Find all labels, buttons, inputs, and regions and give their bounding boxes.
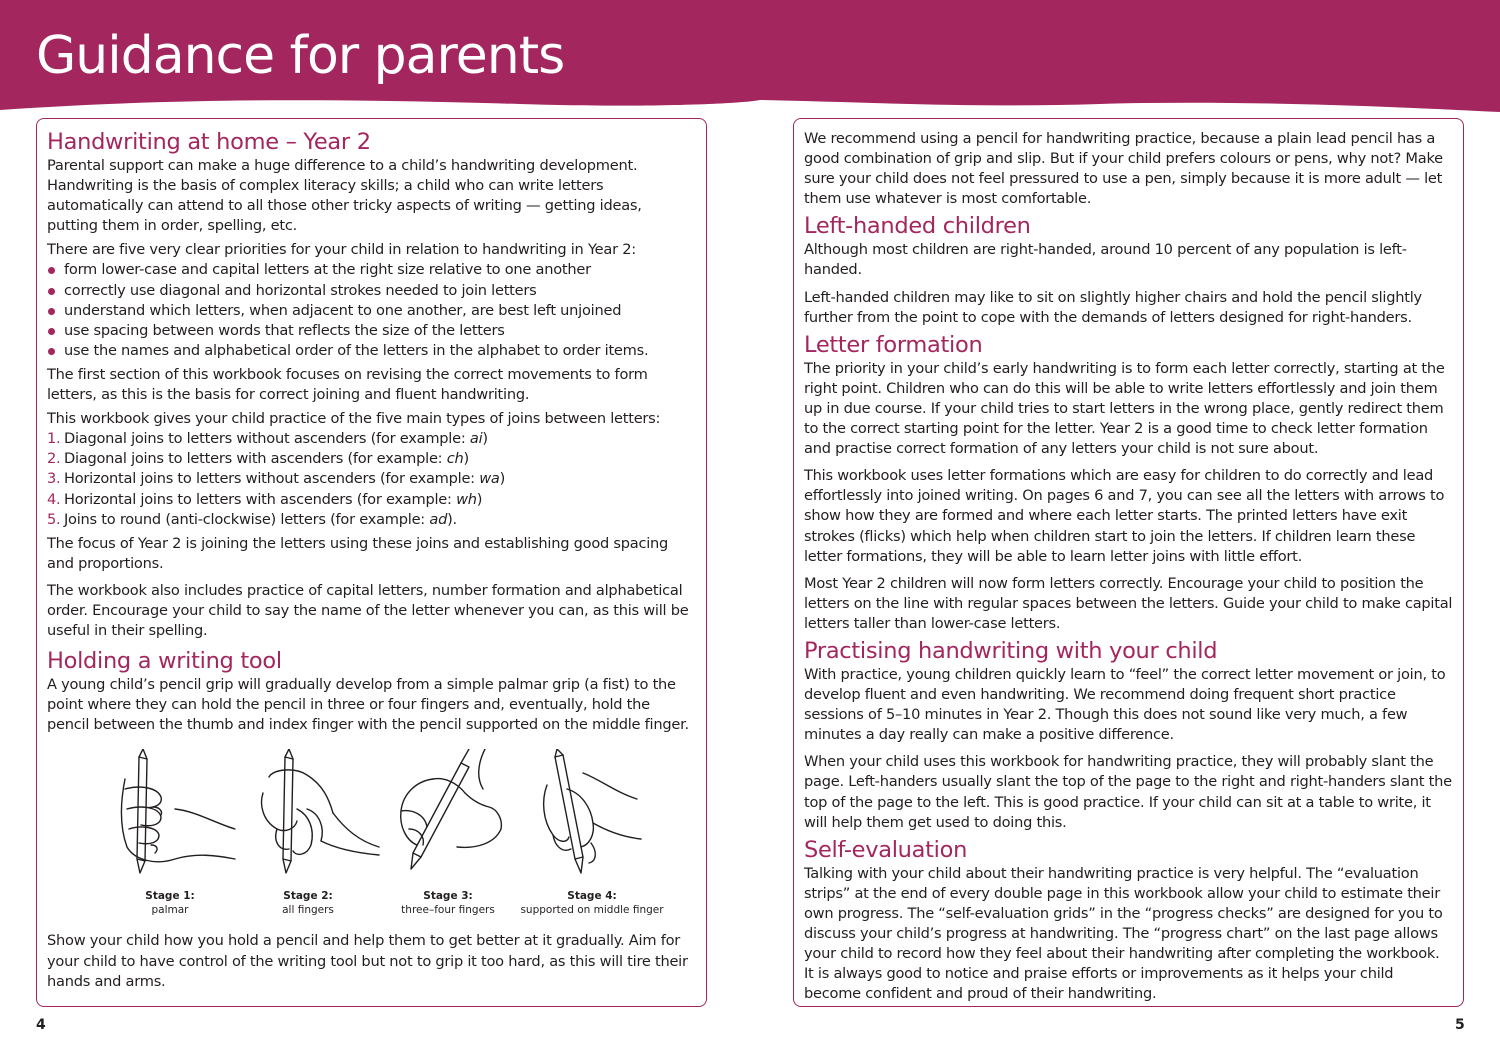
- list-item-text: ): [463, 450, 469, 468]
- list-item-text: ): [476, 490, 483, 508]
- paragraph: Show your child how you hold a pencil and help them to get better at it gradually. Aim for your child to have control of the writing tool but not to grip it too hard, as this will tire their hands and arms.: [47, 932, 688, 990]
- stage-description: all fingers: [282, 904, 334, 917]
- stage-1-figure: [95, 739, 245, 931]
- stage-caption: [373, 889, 523, 917]
- paragraph: The focus of Year 2 is joining the letters using these joins and establishing good spacing and proportions.: [47, 534, 669, 572]
- bullet-icon: [48, 308, 55, 315]
- three-four-fingers-grip-icon: [373, 749, 523, 889]
- list-item: [47, 510, 696, 530]
- paragraph: Left-handed children may like to sit on slightly higher chairs and hold the pencil slightly further from the point to cope with the demands of letters designed for right-handers.: [804, 288, 1422, 326]
- paragraph: The first section of this workbook focuses on revising the correct movements to form letters, as this is the basis for correct joining and fluent handwriting.: [47, 365, 648, 404]
- list-item-text: use the names and alphabetical order of the letters in the alphabet to order items.: [64, 341, 649, 359]
- heading-handwriting-at-home: Handwriting at home – Year 2: [47, 129, 371, 155]
- list-item: [47, 469, 696, 489]
- paragraph: Parental support can make a huge difference to a child’s handwriting development. Handwriting is the basis of complex literacy skills; a child who can write letters automatically can attend to all those other tricky aspects of writing — getting ideas, putting them in order, spelling, etc.: [47, 157, 642, 235]
- list-item: [47, 260, 696, 280]
- page-number-left: 4: [36, 1017, 46, 1033]
- paragraph: There are five very clear priorities for your child in relation to handwriting in Year 2:: [47, 241, 636, 259]
- paragraph: Most Year 2 children will now form letters correctly. Encourage your child to position the letters on the line with regular spaces between the letters. Guide your child to make capital letters taller than lower-case letters.: [804, 574, 1453, 632]
- list-item: [47, 341, 696, 361]
- heading-holding-writing-tool: Holding a writing tool: [47, 648, 282, 675]
- all-fingers-grip-icon: [233, 749, 383, 889]
- list-item-text: Diagonal joins to letters with ascenders (for example:: [64, 450, 447, 468]
- stage-4-figure: [517, 739, 667, 931]
- priorities-list: [47, 260, 696, 360]
- stage-label: Stage 1:: [145, 890, 195, 903]
- join-example: wa: [479, 470, 500, 488]
- list-item-text: ): [482, 430, 488, 448]
- list-item-text: Horizontal joins to letters with ascenders (for example:: [64, 490, 457, 508]
- palmar-grip-icon: [95, 749, 245, 889]
- bullet-icon: [48, 348, 55, 355]
- paragraph: With practice, young children quickly learn to “feel” the correct letter movement or join, to develop fluent and even handwriting. We recommend doing frequent short practice sessions of 5–10 minutes in Year 2. Though this does not sound like very much, a few minutes a day really can make a positive difference.: [804, 665, 1446, 744]
- paragraph: A young child’s pencil grip will gradually develop from a simple palmar grip (a fist) to the point where they can hold the pencil in three or four fingers and, eventually, hold the pencil between the thumb and index finger with the pencil supported on the middle finger.: [47, 676, 689, 734]
- list-item-text: ).: [447, 510, 457, 528]
- bullet-icon: [48, 288, 55, 295]
- list-number: 2.: [47, 450, 61, 468]
- list-item-text: Horizontal joins to letters without ascenders (for example:: [64, 470, 480, 488]
- list-number: 4.: [47, 490, 61, 508]
- stage-caption: [233, 889, 383, 917]
- paragraph: Talking with your child about their handwriting practice is very helpful. The “evaluation strips” at the end of every double page in this workbook allow your child to estimate their own progress. The “self-evaluation grids” in the “progress checks” are designed for you to discuss your child’s progress at handwriting. The “progress chart” on the last page allows your child to record how they feel about their handwriting after completing the workbook. It is always good to notice and praise efforts or improvements as it helps your child become confident and proud of their handwriting.: [804, 864, 1443, 1003]
- join-example: ad: [429, 510, 448, 528]
- paragraph: Although most children are right-handed, around 10 percent of any population is left-handed.: [804, 241, 1407, 279]
- paragraph: The workbook also includes practice of capital letters, number formation and alphabetical order. Encourage your child to say the name of the letter whenever you can, as this will be useful in their spelling.: [47, 581, 689, 640]
- stage-caption: [517, 889, 667, 917]
- header-banner: [0, 0, 1500, 112]
- grip-stages-illustration: [47, 739, 696, 931]
- stage-2-figure: [233, 739, 383, 931]
- list-item: [47, 429, 696, 449]
- stage-description: palmar: [151, 904, 189, 917]
- list-number: 5.: [47, 510, 61, 528]
- page-title: Guidance for parents: [36, 26, 565, 86]
- list-item-text: use spacing between words that reflects the size of the letters: [64, 321, 505, 339]
- list-number: 1.: [47, 430, 61, 448]
- list-item-text: understand which letters, when adjacent to one another, are best left unjoined: [64, 301, 622, 319]
- list-item-text: ): [499, 470, 506, 488]
- heading-practising-handwriting: Practising handwriting with your child: [804, 637, 1218, 664]
- stage-label: Stage 2:: [283, 890, 333, 903]
- list-item: [47, 281, 696, 301]
- paragraph: This workbook uses letter formations which are easy for children to do correctly and lead effortlessly into joined writing. On pages 6 and 7, you can see all the letters with arrows to show how they are formed and where each letter starts. The printed letters have exit strokes (flicks) which help when children start to join the letters. If children learn these letter formations, they will be able to learn letter joins with little effort.: [804, 467, 1445, 565]
- list-item: [47, 490, 696, 510]
- list-item: [47, 301, 696, 321]
- bullet-icon: [48, 267, 55, 274]
- paragraph: This workbook gives your child practice of the five main types of joins between letters:: [47, 410, 661, 428]
- stage-description: three–four fingers: [401, 904, 495, 917]
- paragraph: The priority in your child’s early handwriting is to form each letter correctly, starting at the right point. Children who can do this will be able to write letters effortlessly and join them up in due course. If your child tries to start letters in the wrong place, gently redirect them to the correct starting point for the letter. Year 2 is a good time to check letter formation and practise correct formation of any letters your child is not sure about.: [804, 359, 1445, 458]
- stage-label: Stage 4:: [567, 890, 617, 903]
- page-number-right: 5: [1455, 1017, 1465, 1033]
- join-example: ai: [469, 430, 483, 448]
- stage-description: supported on middle finger: [520, 904, 664, 917]
- paragraph: We recommend using a pencil for handwriting practice, because a plain lead pencil has a good combination of grip and slip. But if your child prefers colours or pens, why not? Make sure your child does not feel pressured to use a pen, simply because it is more adult — let them use whatever is most comfortable.: [804, 130, 1443, 208]
- heading-left-handed-children: Left-handed children: [804, 213, 1031, 240]
- list-number: 3.: [47, 470, 61, 488]
- list-item-text: correctly use diagonal and horizontal strokes needed to join letters: [64, 281, 537, 299]
- join-example: ch: [446, 450, 464, 468]
- list-item: [47, 321, 696, 341]
- right-panel: [793, 118, 1464, 1007]
- stage-3-figure: [373, 739, 523, 931]
- paragraph: When your child uses this workbook for handwriting practice, they will probably slant the page. Left-handers usually slant the top of the page to the right and right-handers slant the top of the page to the left. This is good practice. If your child can sit at a table to write, it will help them get used to doing this.: [804, 753, 1452, 831]
- heading-self-evaluation: Self-evaluation: [804, 836, 968, 863]
- left-panel: [36, 118, 707, 1007]
- list-item-text: Diagonal joins to letters without ascenders (for example:: [64, 430, 470, 448]
- list-item-text: form lower-case and capital letters at the right size relative to one another: [64, 261, 591, 279]
- join-example: wh: [456, 490, 477, 508]
- list-item-text: Joins to round (anti-clockwise) letters (for example:: [64, 510, 430, 528]
- heading-letter-formation: Letter formation: [804, 331, 983, 358]
- joins-list: [47, 429, 696, 529]
- tripod-grip-icon: [517, 749, 667, 889]
- stage-caption: [95, 889, 245, 917]
- list-item: [47, 449, 696, 469]
- bullet-icon: [48, 328, 55, 335]
- stage-label: Stage 3:: [423, 890, 473, 903]
